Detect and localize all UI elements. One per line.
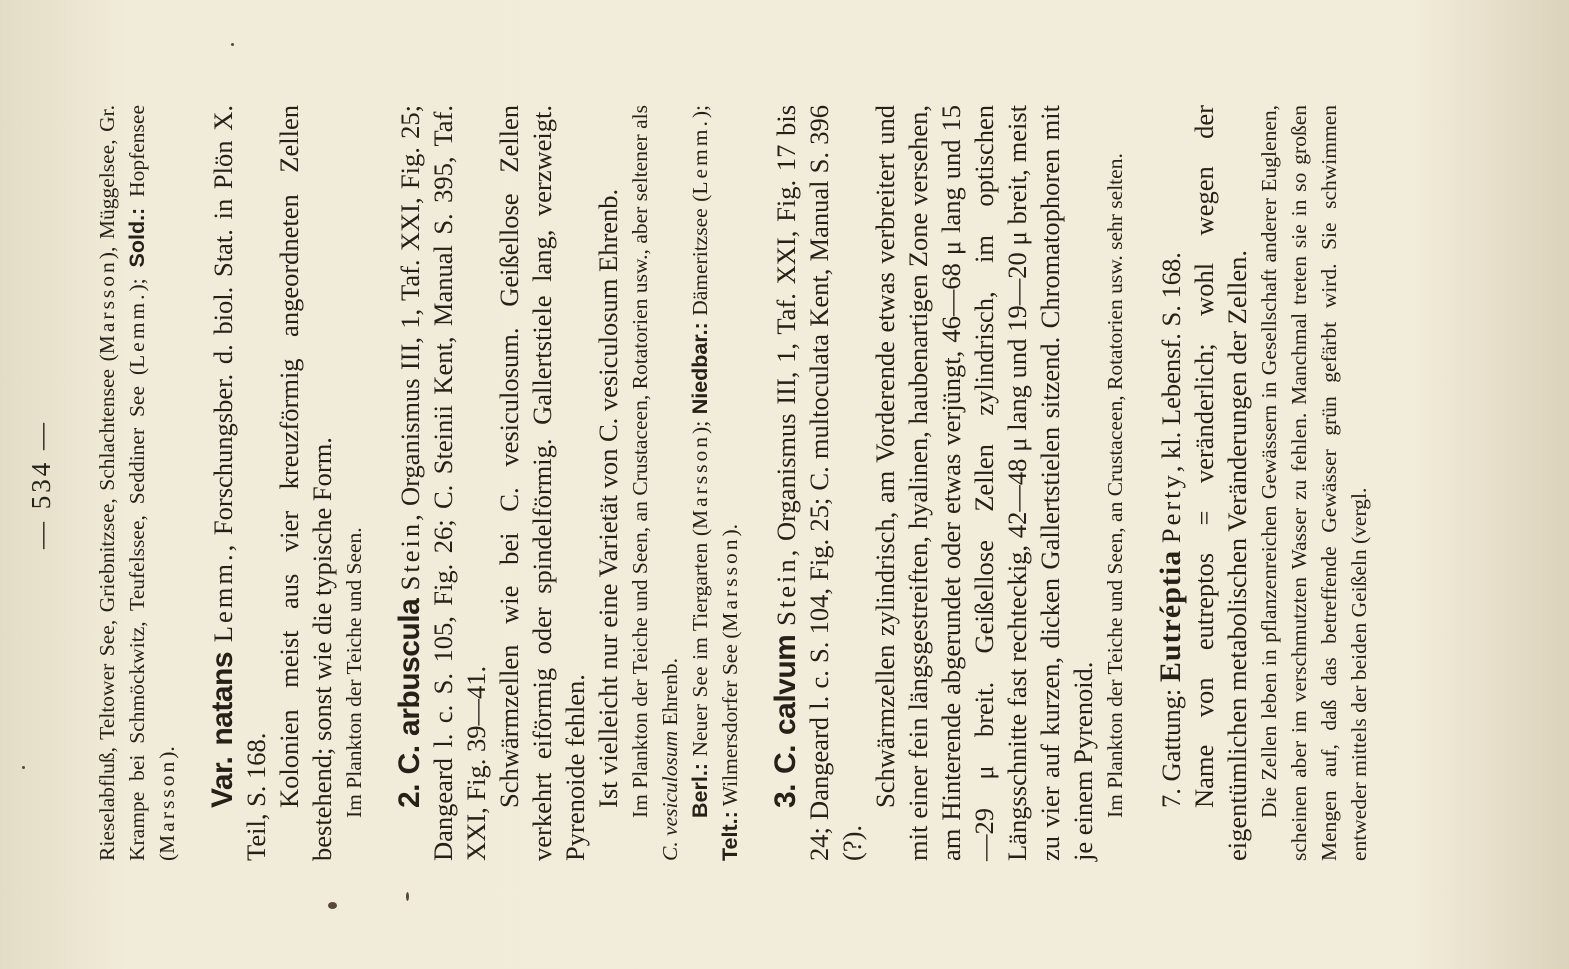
text-run: Lemm. [125, 291, 149, 368]
text-run: Dämeritzsee ( [688, 194, 712, 323]
text-run: Perty [1156, 472, 1186, 544]
text-run: Eutréptia [1154, 549, 1187, 683]
paragraph-p2 [206, 105, 273, 861]
paragraph-p1 [92, 105, 182, 861]
paragraph-p15 [1254, 105, 1374, 861]
text-run: Ist vielleicht nur eine Varietät von C. vesiculosum Ehrenb. [593, 188, 623, 808]
text-run: ); [125, 267, 149, 292]
text-run: , kl. Lebensf. S. 168. [1156, 252, 1186, 473]
text-run [208, 642, 238, 652]
text-run: Marsson [155, 758, 179, 854]
text-run: Telt.: [718, 811, 742, 861]
text-run: Die Zellen leben in pflanzenreichen Gewässern in Gesellschaft anderer Euglenen, scheinen aber im verschmutzten Wasser zu fehlen. Manchmal treten sie in so großen Mengen auf, daß das betreffende Gewässer grün gefärbt wird. Sie schwimmen entweder mittels der beiden Geißeln (vergl. [1257, 105, 1371, 861]
text-run: ). [718, 523, 742, 537]
ink-speck [231, 43, 234, 46]
text-run: , Forschungsber. d. biol. Stat. in Plön X. Teil, S. 168. [208, 105, 271, 861]
text-run: C. vesiculosum [658, 730, 682, 861]
text-run: Schwärmzellen zylindrisch, am Vorderende etwas verbreitert und mit einer fein längsgestreiften, hyalinen, haubenartigen Zone versehen, am Hinterende abgerundet oder etwas verjüngt, 46—68 μ lang und 15—29 μ breit. Geißellose Zellen zylindrisch, im optischen Längsschnitte fast rechteckig, 42—48 μ lang und 19—20 μ breit, meist zu vier auf kurzen, dicken Gallertstielen sitzend. Chromatophoren mit je einem Pyrenoid. [870, 105, 1098, 861]
paragraph-p6 [493, 105, 592, 861]
paragraph-p5 [393, 105, 493, 861]
text-run: Stein [395, 520, 425, 591]
text-run [1156, 543, 1186, 550]
text-run: Berl.: [688, 763, 712, 818]
paragraph-p7 [592, 105, 625, 861]
text-run: ); [688, 105, 712, 119]
ink-speck [328, 902, 337, 909]
text-run: ). [155, 746, 179, 759]
text-run: Schwärmzellen wie bei C. vesiculosum. Geißellose Zellen verkehrt eiförmig oder spindelförmig. Gallertstiele lang, verzweigt. Pyrenoide fehlen. [494, 105, 590, 861]
text-run: Kolonien meist aus vier kreuzförmig angeordneten Zellen bestehend; sonst wie die typische Form. [274, 105, 337, 861]
page-number-header: — 534 — [26, 420, 56, 549]
text-run: Marsson [688, 433, 712, 530]
paragraph-p11 [869, 105, 1100, 861]
ink-speck [406, 892, 409, 901]
paragraph-p14 [1188, 105, 1254, 861]
text-run: Im Plankton der Teiche und Seen, an Crustaceen, Rotatorien usw., aber seltener als [628, 105, 652, 818]
text-run [771, 626, 801, 635]
paragraph-p12 [1100, 105, 1130, 861]
text-run: Marsson [95, 259, 119, 355]
ink-speck [22, 766, 25, 769]
text-run: , Organismus III, 1, Taf. XXI, Fig. 17 bis 24; Dangeard l. c. S. 104, Fig. 25; C. multoculata Kent, Manual S. 396 (?). [771, 104, 867, 861]
paragraph-p4 [339, 105, 369, 861]
text-run: , Organismus III, 1, Taf. XXI, Fig. 25; Dangeard l. c. S. 105, Fig. 26; C. Steinii Kent, Manual S. 395, Taf. XXI, Fig. 39—41. [395, 104, 491, 861]
text-run [395, 590, 425, 598]
text-run: Lemm. [208, 551, 238, 643]
text-run: Var. natans [206, 651, 239, 808]
text-run: Neuer See im Tiergarten ( [688, 529, 712, 764]
text-run: Sold.: [125, 207, 149, 268]
text-run: Hopfensee ( [125, 105, 179, 861]
text-run: ); [688, 414, 712, 434]
text-run: 2. C. arbuscula [393, 598, 426, 808]
paragraph-p8 [625, 105, 685, 861]
text-column [92, 105, 1374, 861]
text-run: Rieselabfluß, Teltower See, Griebnitzsee, Schlachtensee ( [95, 354, 119, 861]
text-run: Wilmersdorfer See ( [718, 631, 742, 812]
text-run: Niedbar.: [688, 322, 712, 415]
text-run: Im Plankton der Teiche und Seen. [342, 527, 366, 818]
paragraph-p13 [1154, 105, 1188, 861]
text-run: Stein [771, 556, 801, 626]
text-run: Name von eutreptos = veränderlich; wohl wegen der eigentümlichen metabolischen Veränderungen der Zellen. [1189, 105, 1252, 861]
text-run: Marsson [718, 536, 742, 632]
text-run: Im Plankton der Teiche und Seen, an Crustaceen, Rotatorien usw. sehr selten. [1103, 153, 1127, 818]
paragraph-p10 [769, 105, 869, 861]
text-run: ), Müggelsee, Gr. Krampe bei Schmöckwitz, Teufelssee, Seddiner See ( [95, 105, 149, 861]
text-run: Lemm. [688, 118, 712, 195]
text-run: 7. Gattung: [1156, 682, 1186, 808]
paragraph-p9 [685, 105, 745, 861]
text-run: Ehrenb. [658, 657, 682, 731]
text-run: 3. C. calvum [769, 634, 802, 808]
paragraph-p3 [273, 105, 339, 861]
